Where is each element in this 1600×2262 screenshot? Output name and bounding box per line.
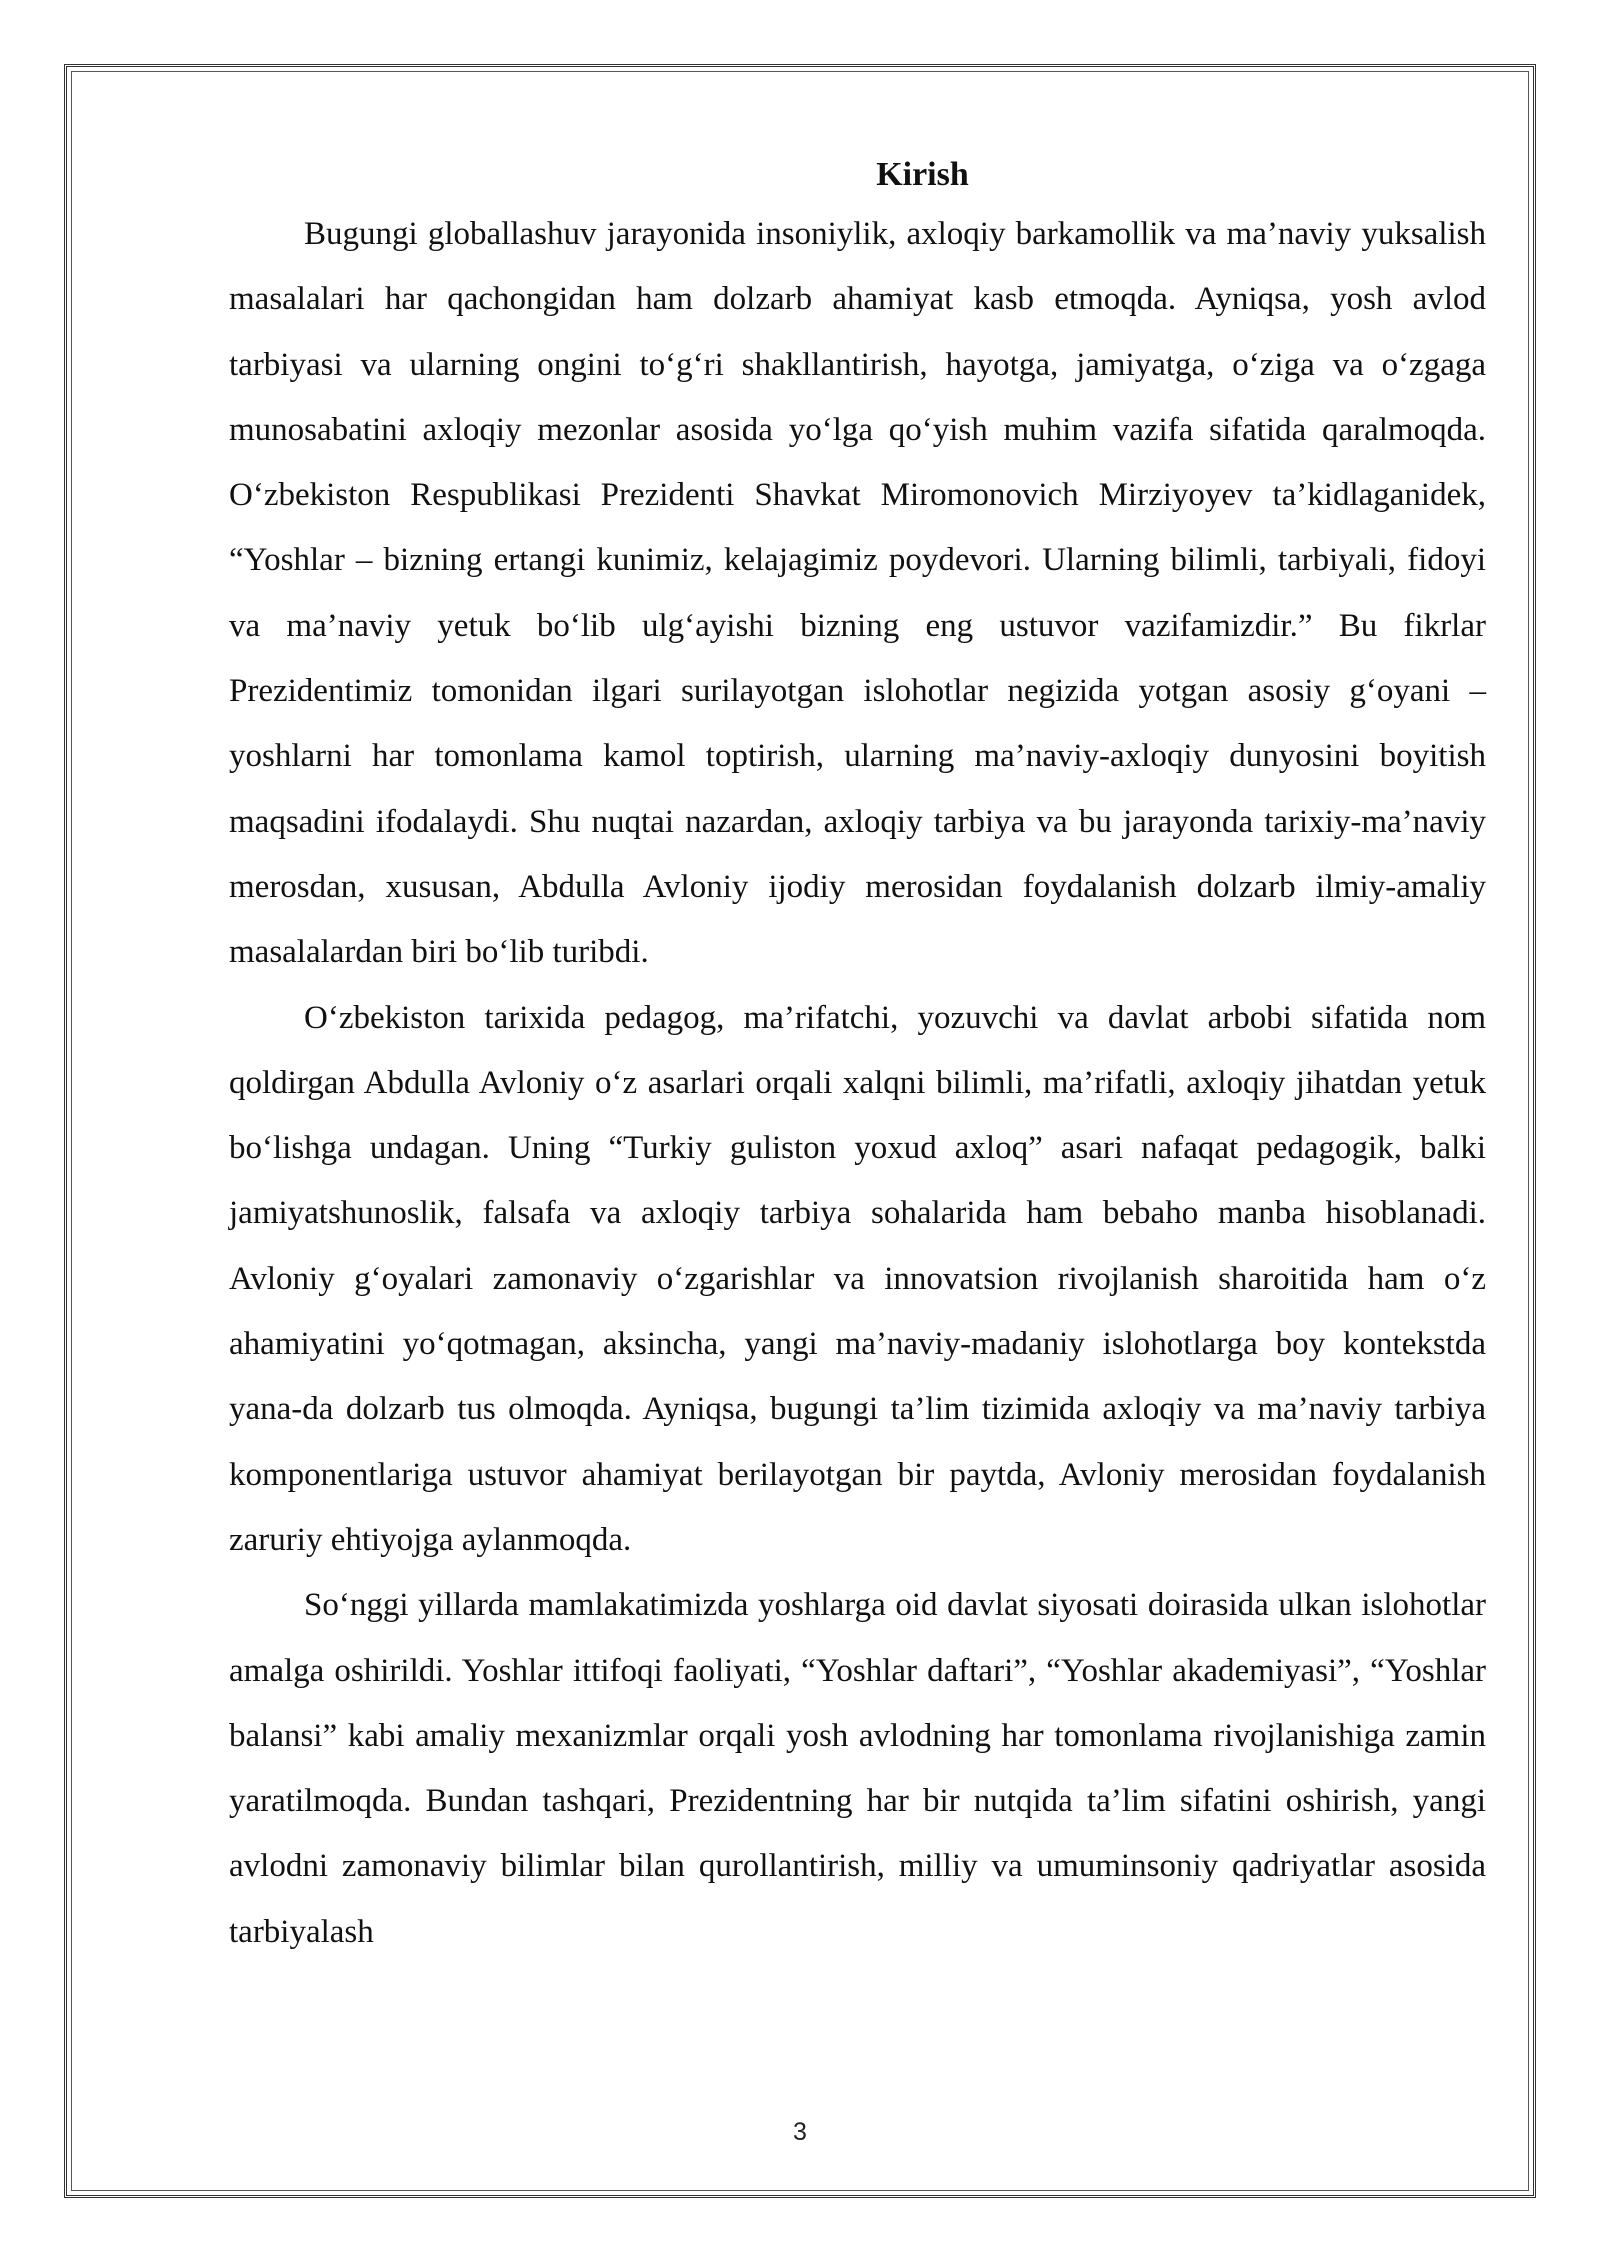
section-title: Kirish [876,156,969,193]
paragraph-3: So‘nggi yillarda mamlakatimizda yoshlarga oid davlat siyosati doirasida ulkan islohotlar amalga oshirildi. Yoshlar ittifoqi faoliyati, “Yoshlar daftari”, “Yoshlar akademiyasi”, “Yoshlar balansi” kabi amaliy mexanizmlar orqali yosh avlodning har tomonlama rivojlanishiga zamin yaratilmoqda. Bundan tashqari, Prezidentning har bir nutqida ta’lim sifatini oshirish, yangi avlodni zamonaviy bilimlar bilan qurollantirish, milliy va umuminsoniy qadriyatlar asosida tarbiyalash [229,1587,1486,1950]
document-body [229,148,1486,1965]
page-number: 3 [793,2118,807,2146]
paragraph-2: O‘zbekiston tarixida pedagog, ma’rifatchi, yozuvchi va davlat arbobi sifatida nom qoldirgan Abdulla Avloniy o‘z asarlari orqali xalqni bilimli, ma’rifatli, axloqiy jihatdan yetuk bo‘lishga undagan. Uning “Turkiy guliston yoxud axloq” asari nafaqat pedagogik, balki jamiyatshunoslik, falsafa va axloqiy tarbiya sohalarida ham bebaho manba hisoblanadi. Avloniy g‘oyalari zamonaviy o‘zgarishlar va innovatsion rivojlanish sharoitida ham o‘z ahamiyatini yo‘qotmagan, aksincha, yangi ma’naviy-madaniy islohotlarga boy kontekstda yana-da dolzarb tus olmoqda. Ayniqsa, bugungi ta’lim tizimida axloqiy va ma’naviy tarbiya komponentlariga ustuvor ahamiyat berilayotgan bir paytda, Avloniy merosidan foydalanish zaruriy ehtiyojga aylanmoqda. [229,999,1486,1558]
paragraph-1: Bugungi globallashuv jarayonida insoniylik, axloqiy barkamollik va ma’naviy yuksalish masalalari har qachongidan ham dolzarb ahamiyat kasb etmoqda. Ayniqsa, yosh avlod tarbiyasi va ularning ongini to‘g‘ri shakllantirish, hayotga, jamiyatga, o‘ziga va o‘zgaga munosabatini axloqiy mezonlar asosida yo‘lga qo‘yish muhim vazifa sifatida qaralmoqda. O‘zbekiston Respublikasi Prezidenti Shavkat Miromonovich Mirziyoyev ta’kidlaganidek, “Yoshlar – bizning ertangi kunimiz, kelajagimiz poydevori. Ularning bilimli, tarbiyali, fidoyi va ma’naviy yetuk bo‘lib ulg‘ayishi bizning eng ustuvor vazifamizdir.” Bu fikrlar Prezidentimiz tomonidan ilgari surilayotgan islohotlar negizida yotgan asosiy g‘oyani – yoshlarni har tomonlama kamol toptirish, ularning ma’naviy-axloqiy dunyosini boyitish maqsadini ifodalaydi. Shu nuqtai nazardan, axloqiy tarbiya va bu jarayonda tarixiy-ma’naviy merosdan, xususan, Abdulla Avloniy ijodiy merosidan foydalanish dolzarb ilmiy-amaliy masalalardan biri bo‘lib turibdi. [229,216,1486,971]
